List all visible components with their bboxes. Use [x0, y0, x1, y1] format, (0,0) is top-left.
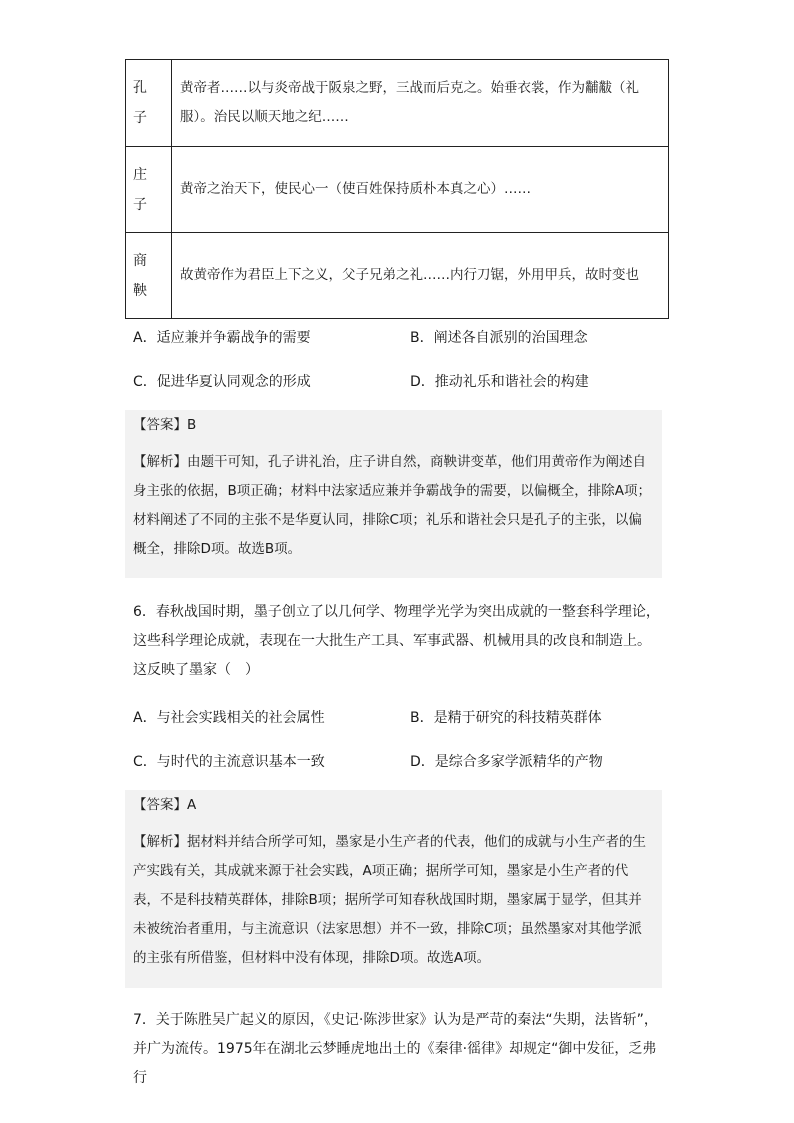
quote-cell: 黄帝之治天下，使民心一（使百姓保持质朴本真之心）…… — [172, 147, 669, 233]
speaker-cell: 庄 子 — [126, 147, 172, 233]
q6-analysis: 【解析】据材料并结合所学可知，墨家是小生产者的代表，他们的成就与小生产者的生产实践有关，其成就来源于社会实践，A项正确；据所学可知，墨家是小生产者的代表，不是科技精英群体，排除B项；据所学可知春秋战国时期，墨家属于显学，但其并未被统治者重用，与主流意识（法家思想）并不一致，排除C项；虽然墨家对其他学派的主张有所借鉴，但材料中没有体现，排除D项。故选A项。 — [133, 834, 646, 966]
q5-option-c: C．促进华夏认同观念的形成 — [133, 374, 311, 390]
q6-option-b: B．是精于研究的科技精英群体 — [410, 710, 602, 726]
q6-option-c: C．与时代的主流意识基本一致 — [133, 754, 325, 770]
quote-cell: 黄帝者……以与炎帝战于阪泉之野，三战而后克之。始垂衣裳，作为黼黻（礼服）。治民以顺天地之纪…… — [172, 60, 669, 147]
q5-answer-block — [125, 410, 662, 578]
q5-option-b: B．阐述各自派别的治国理念 — [410, 330, 588, 346]
table-row — [126, 147, 669, 233]
speaker-cell: 孔 子 — [126, 60, 172, 147]
q7-stem: 7．关于陈胜吴广起义的原因，《史记·陈涉世家》认为是严苛的秦法“失期，法皆斩”，并广为流传。1975年在湖北云梦睡虎地出土的《秦律·徭律》却规定“御中发征，乏弗行 — [133, 1012, 658, 1086]
q6-answer-block — [125, 790, 662, 988]
q5-option-a: A．适应兼并争霸战争的需要 — [133, 330, 311, 346]
table-row — [126, 60, 669, 147]
q6-stem: 6．春秋战国时期，墨子创立了以几何学、物理学光学为突出成就的一整套科学理论，这些科学理论成就，表现在一大批生产工具、军事武器、机械用具的改良和制造上。这反映了墨家（ ） — [133, 604, 660, 678]
q6-option-a: A．与社会实践相关的社会属性 — [133, 710, 325, 726]
q5-answer: 【答案】B — [133, 417, 197, 433]
q5-option-d: D．推动礼乐和谐社会的构建 — [410, 374, 589, 390]
quote-cell: 故黄帝作为君臣上下之义，父子兄弟之礼……内行刀锯，外用甲兵，故时变也 — [172, 233, 669, 319]
q6-option-d: D．是综合多家学派精华的产物 — [410, 754, 603, 770]
table-row — [126, 233, 669, 319]
source-table — [125, 59, 669, 319]
speaker-cell: 商 鞅 — [126, 233, 172, 319]
q5-analysis: 【解析】由题干可知，孔子讲礼治，庄子讲自然，商鞅讲变革，他们用黄帝作为阐述自身主张的依据，B项正确；材料中法家适应兼并争霸战争的需要，以偏概全，排除A项；材料阐述了不同的主张不是华夏认同，排除C项；礼乐和谐社会只是孔子的主张，以偏概全，排除D项。故选B项。 — [133, 454, 651, 557]
q6-answer: 【答案】A — [133, 797, 197, 813]
